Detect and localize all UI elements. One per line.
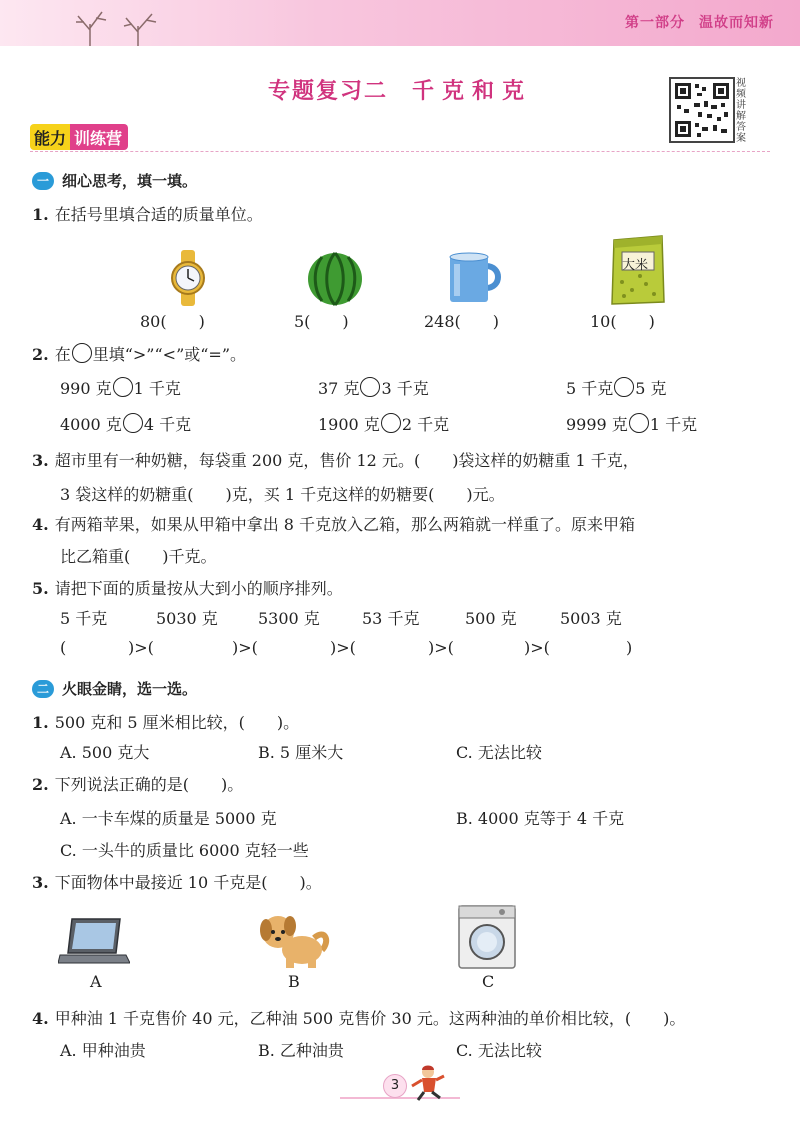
q5-item: 5300 克 xyxy=(258,609,320,628)
answer-circle[interactable] xyxy=(123,413,143,433)
c2-text: 下列说法正确的是( )。 xyxy=(54,775,244,794)
answer-circle[interactable] xyxy=(113,377,133,397)
q2-post: 里填“>”“<”或“=”。 xyxy=(92,345,247,364)
q2-pre: 在 xyxy=(54,345,71,364)
c3-label-a[interactable]: A xyxy=(90,972,102,991)
q2-left: 1900 克 xyxy=(318,415,380,434)
q2-left: 9999 克 xyxy=(566,415,628,434)
q2-right: 5 克 xyxy=(635,379,667,398)
q2-right: 1 千克 xyxy=(649,415,698,434)
c2-line xyxy=(32,772,243,795)
c3-label-b[interactable]: B xyxy=(288,972,300,991)
q2-item xyxy=(318,376,429,399)
section-2-heading xyxy=(32,678,197,699)
q5-item: 500 克 xyxy=(465,609,517,628)
q5-text: 请把下面的质量按从大到小的顺序排列。 xyxy=(54,579,343,598)
title-left: 专题复习二 xyxy=(267,79,388,104)
q2-left: 37 克 xyxy=(318,379,360,398)
section-1-label: 细心思考，填一填。 xyxy=(62,172,198,190)
q2-line xyxy=(32,342,246,365)
q5-item: 53 千克 xyxy=(362,609,420,628)
q1-item-mug: 248( ) xyxy=(424,312,500,331)
washing-machine-icon xyxy=(456,904,518,970)
qr-pattern-icon xyxy=(671,79,733,141)
q3-number: 3. xyxy=(32,451,49,470)
q2-right: 1 千克 xyxy=(133,379,181,398)
header-band xyxy=(0,0,800,46)
q3-line-1 xyxy=(32,448,639,471)
q2-left: 4000 克 xyxy=(60,415,122,434)
q5-order-slot: ( xyxy=(60,638,67,657)
c4-option-c[interactable]: C. 无法比较 xyxy=(456,1041,542,1060)
q2-left: 990 克 xyxy=(60,379,112,398)
q2-item xyxy=(60,412,191,435)
c3-number: 3. xyxy=(32,873,49,892)
q5-item: 5030 克 xyxy=(156,609,218,628)
badge-divider xyxy=(30,151,770,152)
watch-icon xyxy=(166,250,210,306)
q2-right: 2 千克 xyxy=(401,415,450,434)
section-1-number: 一 xyxy=(32,172,54,190)
c2-option-a[interactable]: A. 一卡车煤的质量是 5000 克 xyxy=(60,809,277,828)
q4-number: 4. xyxy=(32,515,49,534)
q5-item: 5 千克 xyxy=(60,609,108,628)
mug-icon xyxy=(446,250,504,304)
q2-number: 2. xyxy=(32,345,49,364)
page-number: 3 xyxy=(383,1074,407,1098)
c3-line xyxy=(32,870,322,893)
q1-text: 在括号里填合适的质量单位。 xyxy=(54,205,263,224)
answer-circle[interactable] xyxy=(381,413,401,433)
q1-item-watermelon: 5( ) xyxy=(294,312,349,331)
q1-number: 1. xyxy=(32,205,49,224)
section-badge xyxy=(30,124,128,150)
rice-bag-label: 大米 xyxy=(622,258,649,273)
q2-item xyxy=(566,376,667,399)
qr-caption: 视频讲解答案 xyxy=(736,78,746,144)
header-right xyxy=(611,12,774,32)
q5-order-slot: )>( xyxy=(524,638,550,657)
section-2-label: 火眼金睛，选一选。 xyxy=(62,680,198,698)
q5-order-slot: )>( xyxy=(330,638,356,657)
c1-line xyxy=(32,710,299,733)
tree-illustration xyxy=(60,0,170,46)
q1-item-rice: 10( ) xyxy=(590,312,655,331)
c4-number: 4. xyxy=(32,1009,49,1028)
answer-circle[interactable] xyxy=(360,377,380,397)
q2-right: 4 千克 xyxy=(143,415,192,434)
c4-line xyxy=(32,1006,685,1029)
header-section: 温故而知新 xyxy=(699,15,774,31)
c4-option-b[interactable]: B. 乙种油贵 xyxy=(258,1041,344,1060)
puppy-icon xyxy=(256,908,330,970)
q1-line xyxy=(32,202,263,225)
c4-text: 甲种油 1 千克售价 40 元，乙种油 500 克售价 30 元。这两种油的单价相比较，( )。 xyxy=(54,1009,686,1028)
q4-line-1 xyxy=(32,512,635,535)
section-1-heading xyxy=(32,170,197,191)
c3-label-c[interactable]: C xyxy=(482,972,495,991)
c1-option-b[interactable]: B. 5 厘米大 xyxy=(258,743,344,762)
badge-part-a: 能力 xyxy=(30,124,70,150)
q2-left: 5 千克 xyxy=(566,379,614,398)
c2-number: 2. xyxy=(32,775,49,794)
q2-item xyxy=(318,412,449,435)
q2-right: 3 千克 xyxy=(381,379,429,398)
q1-item-watch: 80( ) xyxy=(140,312,205,331)
c1-number: 1. xyxy=(32,713,49,732)
badge-part-b: 训练营 xyxy=(70,124,128,150)
c3-text: 下面物体中最接近 10 千克是( )。 xyxy=(54,873,322,892)
q4-text-2: 比乙箱重( )千克。 xyxy=(60,547,217,566)
q5-number: 5. xyxy=(32,579,49,598)
q5-order-slot: )>( xyxy=(128,638,154,657)
qr-code[interactable] xyxy=(669,77,735,143)
q3-text-1: 超市里有一种奶糖，每袋重 200 克，售价 12 元。( )袋这样的奶糖重 1 千克， xyxy=(54,451,639,470)
compare-circle-icon xyxy=(72,343,92,363)
q5-order-slot: ) xyxy=(626,638,633,657)
header-part: 第一部分 xyxy=(625,15,685,31)
q4-text-1: 有两箱苹果，如果从甲箱中拿出 8 千克放入乙箱，那么两箱就一样重了。原来甲箱 xyxy=(54,515,636,534)
answer-circle[interactable] xyxy=(614,377,634,397)
q5-order-slot: )>( xyxy=(232,638,258,657)
c2-option-b[interactable]: B. 4000 克等于 4 千克 xyxy=(456,809,625,828)
q2-item xyxy=(566,412,697,435)
q3-text-2: 3 袋这样的奶糖重( )克，买 1 千克这样的奶糖要( )元。 xyxy=(60,485,505,504)
laptop-icon xyxy=(58,915,130,967)
c2-option-c[interactable]: C. 一头牛的质量比 6000 克轻一些 xyxy=(60,841,309,860)
watermelon-icon xyxy=(306,250,364,306)
skater-icon xyxy=(408,1064,448,1104)
answer-circle[interactable] xyxy=(629,413,649,433)
c4-option-a[interactable]: A. 甲种油贵 xyxy=(60,1041,146,1060)
q5-item: 5003 克 xyxy=(560,609,622,628)
q2-item xyxy=(60,376,181,399)
title-right: 千克和克 xyxy=(412,79,533,104)
c1-option-c[interactable]: C. 无法比较 xyxy=(456,743,542,762)
section-2-number: 二 xyxy=(32,680,54,698)
c1-option-a[interactable]: A. 500 克大 xyxy=(60,743,150,762)
q5-order-slot: )>( xyxy=(428,638,454,657)
c1-text: 500 克和 5 厘米相比较，( )。 xyxy=(54,713,300,732)
q5-line xyxy=(32,576,343,599)
